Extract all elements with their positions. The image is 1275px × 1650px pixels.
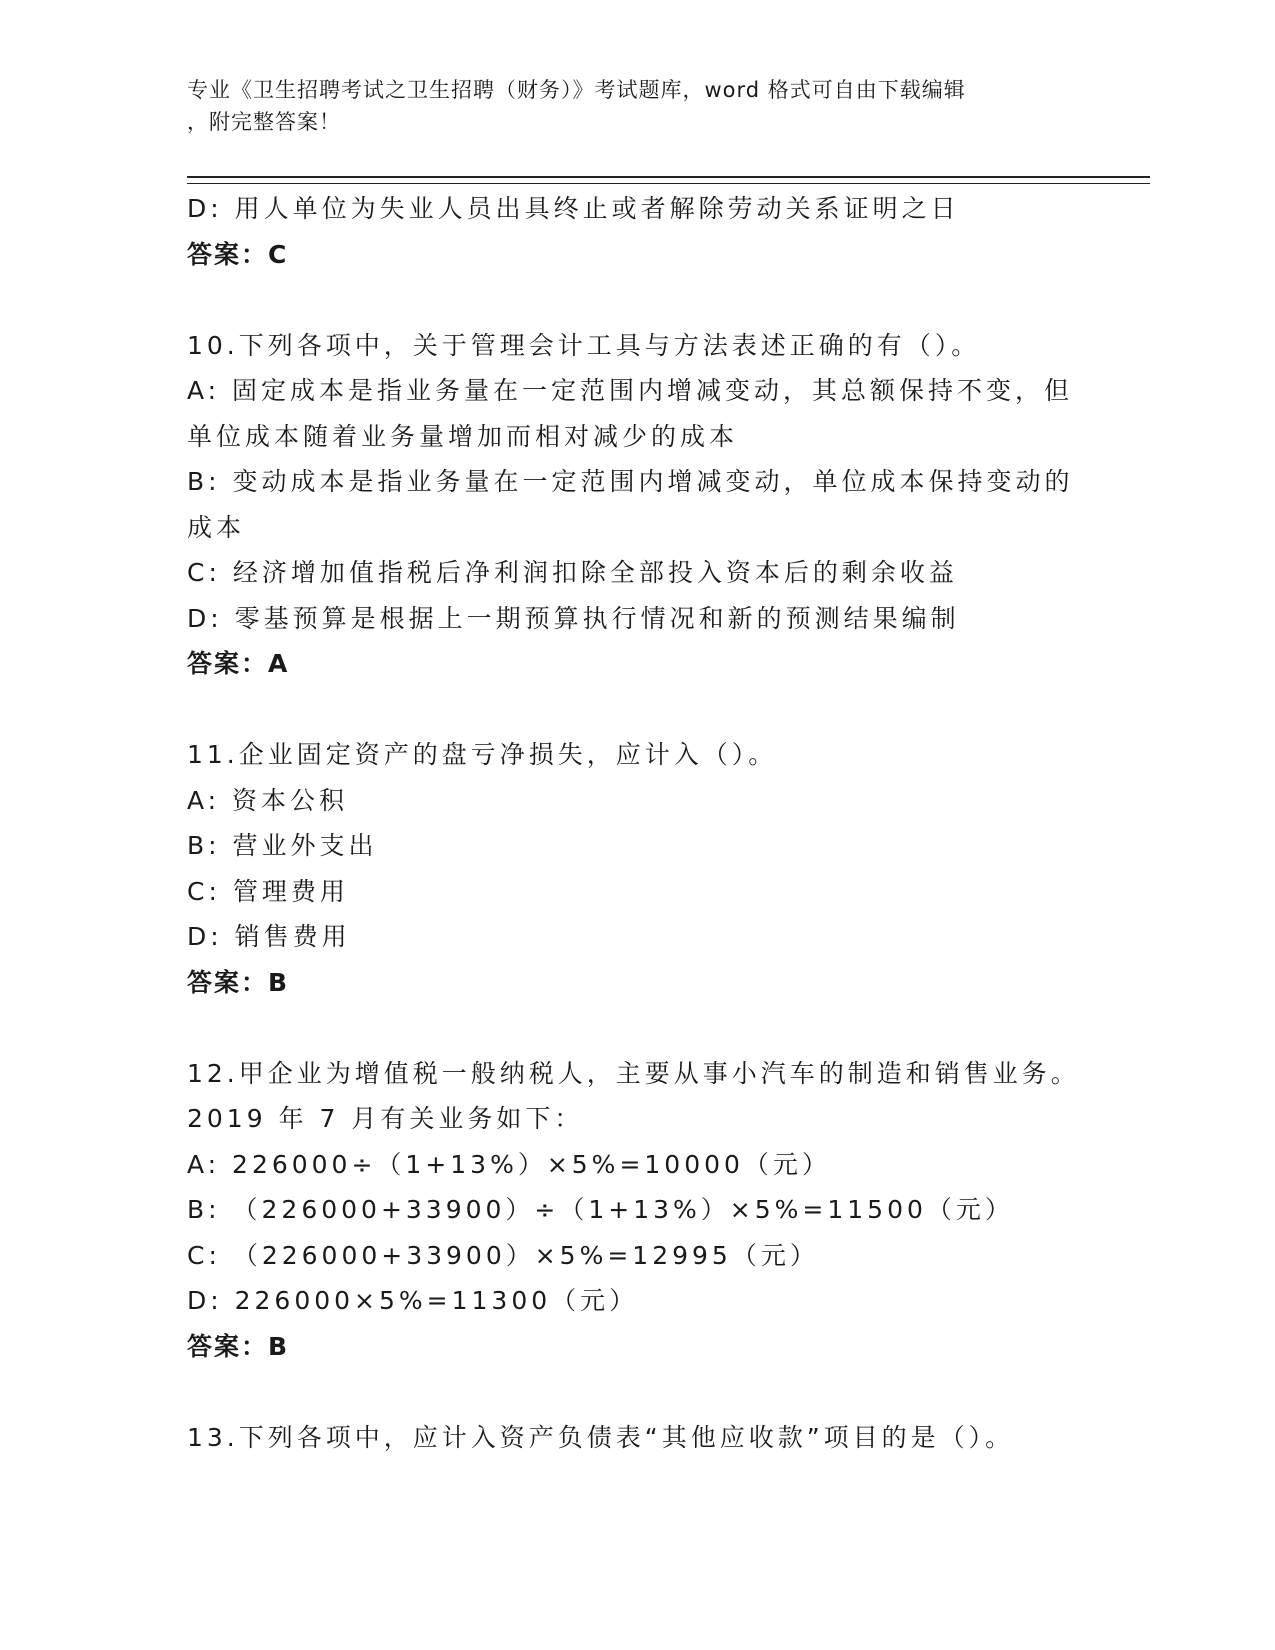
q12-option-a: A: 226000÷（1+13%）×5%=10000（元） (187, 1149, 831, 1179)
q10-option-a-2: 单位成本随着业务量增加而相对减少的成本 (187, 421, 739, 451)
q12-option-d: D: 226000×5%=11300（元） (187, 1286, 639, 1315)
q10-answer: 答案：A (187, 649, 290, 678)
q11-option-b: B: 营业外支出 (187, 831, 378, 860)
q11-option-c: C: 管理费用 (187, 876, 349, 906)
q10-option-b-2: 成本 (187, 512, 246, 542)
q11-stem: 11.企业固定资产的盘亏净损失，应计入（）。 (187, 740, 778, 769)
q10-stem: 10.下列各项中，关于管理会计工具与方法表述正确的有（）。 (187, 330, 981, 360)
q11-answer: 答案：B (187, 967, 290, 997)
header-divider (187, 176, 1150, 184)
q12-stem-2: 2019 年 7 月有关业务如下： (187, 1104, 584, 1133)
prev-answer: 答案：C (187, 239, 289, 269)
q10-option-a-1: A: 固定成本是指业务量在一定范围内增减变动，其总额保持不变，但 (187, 376, 1074, 405)
question-list (187, 186, 1087, 1460)
page-header (187, 74, 1087, 138)
prev-option-d: D: 用人单位为失业人员出具终止或者解除劳动关系证明之日 (187, 194, 960, 223)
q12-option-b: B: （226000+33900）÷（1+13%）×5%=11500（元） (187, 1195, 1014, 1224)
q11-option-a: A: 资本公积 (187, 785, 349, 815)
q13-stem: 13.下列各项中，应计入资产负债表“其他应收款”项目的是（）。 (187, 1422, 1015, 1452)
q12-stem-1: 12.甲企业为增值税一般纳税人，主要从事小汽车的制造和销售业务。 (187, 1058, 1080, 1088)
header-line-1: 专业《卫生招聘考试之卫生招聘（财务）》考试题库，word 格式可自由下载编辑 (187, 78, 966, 102)
q12-option-c: C: （226000+33900）×5%=12995（元） (187, 1240, 819, 1270)
q11-option-d: D: 销售费用 (187, 922, 351, 951)
header-line-2: ，附完整答案！ (187, 110, 341, 134)
q10-option-c: C: 经济增加值指税后净利润扣除全部投入资本后的剩余收益 (187, 558, 958, 587)
q10-option-b-1: B: 变动成本是指业务量在一定范围内增减变动，单位成本保持变动的 (187, 467, 1074, 496)
q10-option-d: D: 零基预算是根据上一期预算执行情况和新的预测结果编制 (187, 603, 960, 633)
q12-answer: 答案：B (187, 1331, 290, 1361)
